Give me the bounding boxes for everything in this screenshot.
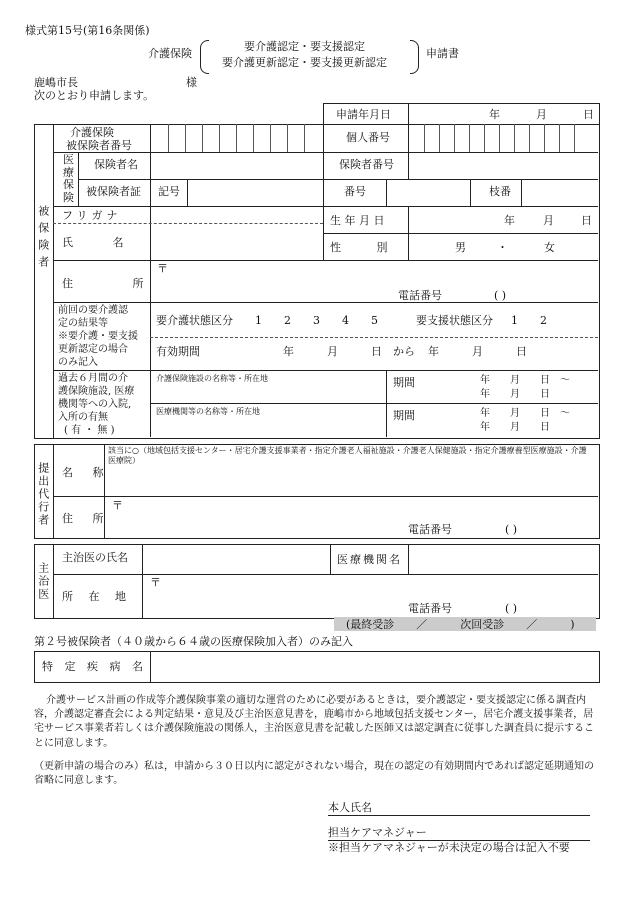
signature-label: 本人氏名 [328,801,372,814]
submitter-applicable-note: 該当に○（地域包括支援センター・居宅介護支援事業者・指定介護老人福祉施設・介護老人保健施設・指定介護療養型医療施設・介護医療院） [108,446,587,466]
address-label: 住 所 [62,277,172,290]
intro-text: 次のとおり申請します。 [34,89,155,102]
sex-female[interactable]: 女 [544,241,555,254]
sex-label: 性 別 [330,241,404,254]
submitter-name-label: 名 称 [62,466,112,479]
title-right-brace [410,40,419,74]
title-suffix: 申請書 [426,47,459,60]
support-level-label: 要支援状態区分 [416,314,493,327]
title-line-1: 要介護認定・要支援認定 [244,40,365,53]
care-level-options[interactable]: 1 2 3 4 5 [255,314,378,327]
doctor-phone-label: 電話番号 [408,602,452,615]
care-manager-note: ※担当ケアマネジャーが未決定の場合は記入不要 [328,841,570,854]
application-date-year[interactable]: 年 [489,108,500,121]
title-line-2: 要介護更新認定・要支援更新認定 [222,56,387,69]
branch-label: 枝番 [489,185,511,198]
application-date-day[interactable]: 日 [583,108,594,121]
doctor-institution-label: 医療機関名 [337,553,402,566]
valid-period-from[interactable]: 年 月 日 から [283,345,415,358]
insured-phone-label: 電話番号 [398,289,442,302]
addressee: 鹿嶋市長 [34,76,78,89]
insured-section-label: 被保険者 [36,205,50,273]
submitter-address-label: 住 所 [62,512,112,525]
application-date-label: 申請年月日 [336,108,391,121]
title-left-brace [200,40,209,74]
insurer-name-label: 保険者名 [94,158,138,171]
personal-number-label: 個人番号 [346,131,390,144]
valid-period-label: 有効期間 [156,345,200,358]
form-number: 様式第15号(第16条関係) [25,24,150,37]
sex-male[interactable]: 男 [455,241,466,254]
submitter-section-label: 提出代行者 [36,462,50,527]
doctor-name-label: 主治医の氏名 [62,551,128,564]
insurer-number-label: 保険者番号 [339,158,394,171]
specified-disease-label: 特 定 疾 病 名 [42,660,147,673]
honorific: 様 [186,76,197,89]
card-label: 被保険者証 [86,185,141,198]
medical-facility-label: 医療機関等の名称等・所在地 [156,407,260,416]
support-level-options[interactable]: 1 2 [511,314,547,327]
signature-line[interactable] [328,815,590,816]
medical-label: 医療保険 [63,153,74,204]
second-insured-note: 第２号被保険者（４０歳から６４歳の医療保険加入者）のみ記入 [34,635,353,648]
title-prefix: 介護保険 [148,47,192,60]
number-label: 番号 [344,185,366,198]
symbol-label: 記号 [158,185,180,198]
birthdate-label: 生 年 月 日 [330,214,385,227]
consent-paragraph: 介護サービス計画の作成等介護保険事業の適切な運営のために必要があるときは，要介護認定・要支援認定に係る調査内容，介護認定審査会による判定結果・意見及び主治医意見書を，鹿嶋市から地域包括支援センター，居宅介護支援事業者，居宅サービス事業者若しくは介護保険施設の関係人，主治医意見書を記載した医師又は認定調査に従事した調査員に提示することに同意します。 [34,695,594,749]
care-facility-label: 介護保険施設の名称等・所在地 [156,374,268,383]
doctor-section-label: 主治医 [36,562,50,601]
doctor-visit-record[interactable]: (最終受診 ／ 次回受診 ／ ) [346,618,575,631]
doctor-address-label: 所 在 地 [62,590,132,603]
application-form: 様式第15号(第16条関係) 介護保険 要介護認定・要支援認定 要介護更新認定・要支援更新認定 申請書 鹿嶋市長 様 次のとおり申請します。 申請年月日 年 月 日 被保険者 介護保険 被保険者番号 個人番号 医療保険 保険者名 保険者番号 被保険者証 記号 番号 枝番 フリガナ 氏 名 生 年 月 日 年 月 日 性 別 男 ・ 女 住 所 〒 電話番号 ( ) 前回の要介護認 定の結果等 ※要介護・要支援 更新認定の場合 のみ記入 要介護状態区分 1 2 3 4 5 要支援状態区分 1 2 有効期間 年 月 日 から 年 月 日 過去６月間の介 護保険施設, 医療 機関等への入院, 入所の有無 ( 有 ・ 無 ) 介護保険施設の名称等・所在地 期間 年 月 日 ～ 年 月 日 医療機関等の名称等・所在地 期間 年 月 日 ～ 年 月 日 提出代行者 名 称 該当に○（地域包括支援センター・居宅介護支援事業者・指定介護老人福祉施設・介護老人保健施設・指定介護療養型医療施設・介護医療院） 住 所 〒 電話番号 ( ) 主治医 主治医の氏名 医療機関名 所 在 地 〒 電話番号 ( ) (最終受診 ／ 次回受診 ／ ) 第２号被保険者（４０歳から６４歳の医療保険加入者）のみ記入 特 定 疾 病 名 介護サービス計画の作成等介護保険事業の適切な運営のために必要があるときは，要介護認定・要支援認定に係る調査内容，介護認定審査会による判定結果・意見及び主治医意見書を，鹿嶋市から地域包括支援センター，居宅介護支援事業者，居宅サービス事業者若しくは介護保険施設の関係人，主治医意見書を記載した医師又は認定調査に従事した調査員に提示することに同意します。 （更新申請の場合のみ）私は，申請から３０日以内に認定がされない場合，現在の認定の有効期間内であれば認定延期通知の省略に同意します。 本人氏名 担当ケアマネジャー ※担当ケアマネジャーが未決定の場合は記入不要 [0,0,630,903]
application-date-month[interactable]: 月 [536,108,547,121]
furigana-label: フリガナ [62,209,122,222]
renewal-paragraph: （更新申請の場合のみ）私は，申請から３０日以内に認定がされない場合，現在の認定の有効期間内であれば認定延期通知の省略に同意します。 [34,761,594,787]
care-level-label: 要介護状態区分 [156,314,233,327]
facility-presence[interactable]: ( 有 ・ 無 ) [64,425,115,436]
name-label: 氏 名 [62,236,142,249]
valid-period-to[interactable]: 年 月 日 [428,345,527,358]
care-manager-label: 担当ケアマネジャー [328,826,427,839]
submitter-phone-label: 電話番号 [408,523,452,536]
